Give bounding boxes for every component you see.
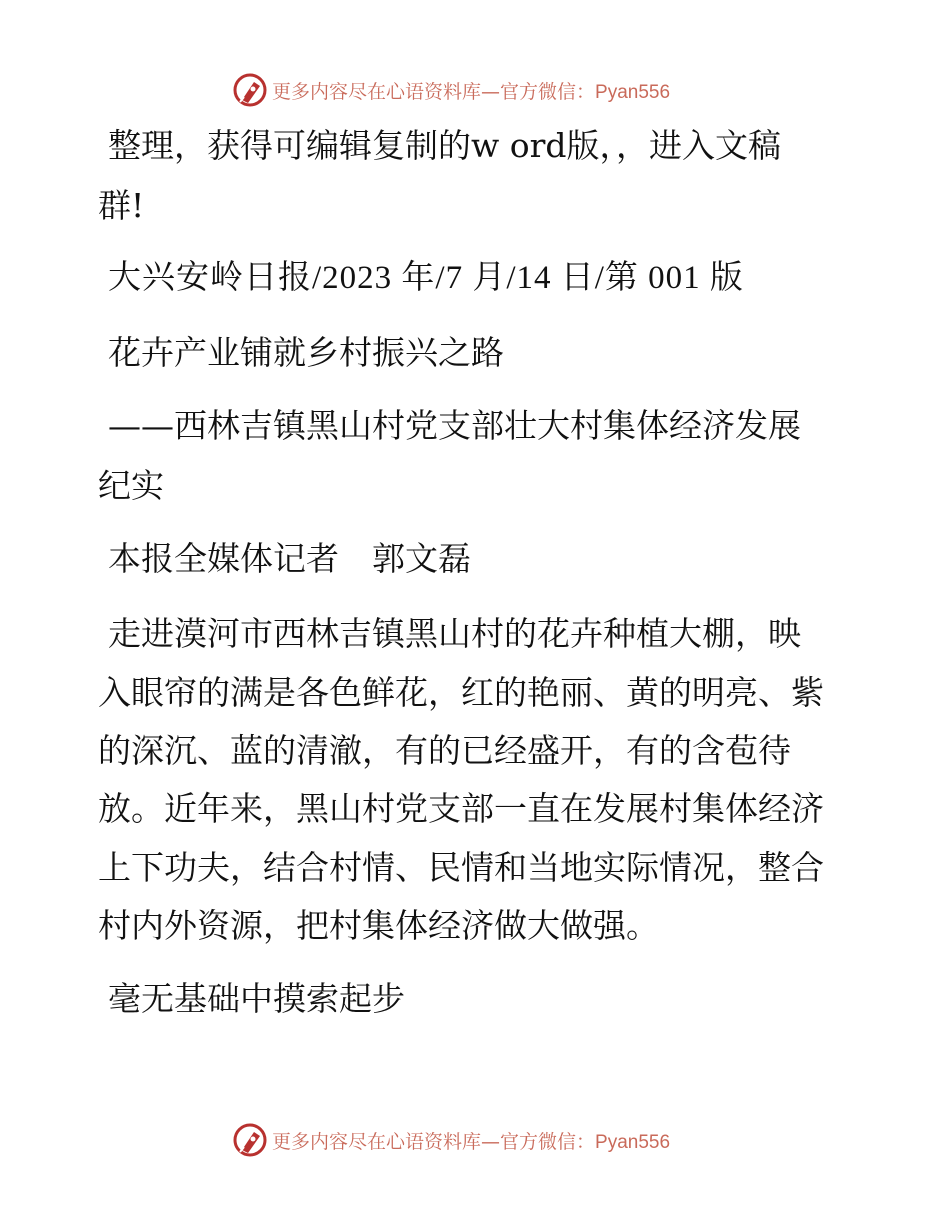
banner-wechat-id: Pyan556 bbox=[595, 1132, 671, 1153]
banner-dash: — bbox=[481, 81, 501, 103]
pen-nib-logo-icon bbox=[232, 72, 268, 108]
paragraph-line-2: 入眼帘的满是各色鲜花，红的艳丽、黄的明亮、紫 bbox=[98, 673, 824, 712]
intro-line-2: 群! bbox=[98, 186, 145, 225]
paragraph-line-4: 放。近年来，黑山村党支部一直在发展村集体经济 bbox=[98, 789, 824, 828]
paragraph-line-5: 上下功夫，结合村情、民情和当地实际情况，整合 bbox=[98, 848, 824, 887]
banner-wechat-label: 官方微信： bbox=[500, 81, 596, 103]
paragraph-line-3: 的深沉、蓝的清澈，有的已经盛开，有的含苞待 bbox=[98, 731, 791, 770]
banner-wechat-id: Pyan556 bbox=[595, 82, 671, 103]
banner-text bbox=[272, 1127, 670, 1154]
subtitle-line-1: ——西林吉镇黑山村党支部壮大村集体经济发展 bbox=[108, 406, 801, 445]
headline: 花卉产业铺就乡村振兴之路 bbox=[108, 333, 504, 372]
paragraph-line-1: 走进漠河市西林吉镇黑山村的花卉种植大棚，映 bbox=[108, 614, 801, 653]
banner-wechat-label: 官方微信： bbox=[500, 1131, 596, 1153]
source-line: 大兴安岭日报/2023 年/7 月/14 日/第 001 版 bbox=[108, 260, 744, 296]
banner-site-name: 更多内容尽在心语资料库 bbox=[272, 1131, 482, 1153]
pen-nib-logo-icon bbox=[232, 1122, 268, 1158]
header-banner bbox=[0, 70, 950, 110]
subtitle-line-2: 纪实 bbox=[98, 466, 164, 505]
banner-text bbox=[272, 77, 670, 104]
footer-banner bbox=[0, 1120, 950, 1160]
intro-line-1: 整理，获得可编辑复制的w ord版，，进入文稿 bbox=[108, 126, 782, 165]
banner-dash: — bbox=[481, 1131, 501, 1153]
paragraph-line-6: 村内外资源，把村集体经济做大做强。 bbox=[98, 906, 659, 945]
section-heading: 毫无基础中摸索起步 bbox=[108, 979, 405, 1018]
banner-site-name: 更多内容尽在心语资料库 bbox=[272, 81, 482, 103]
byline: 本报全媒体记者 郭文磊 bbox=[108, 539, 471, 578]
